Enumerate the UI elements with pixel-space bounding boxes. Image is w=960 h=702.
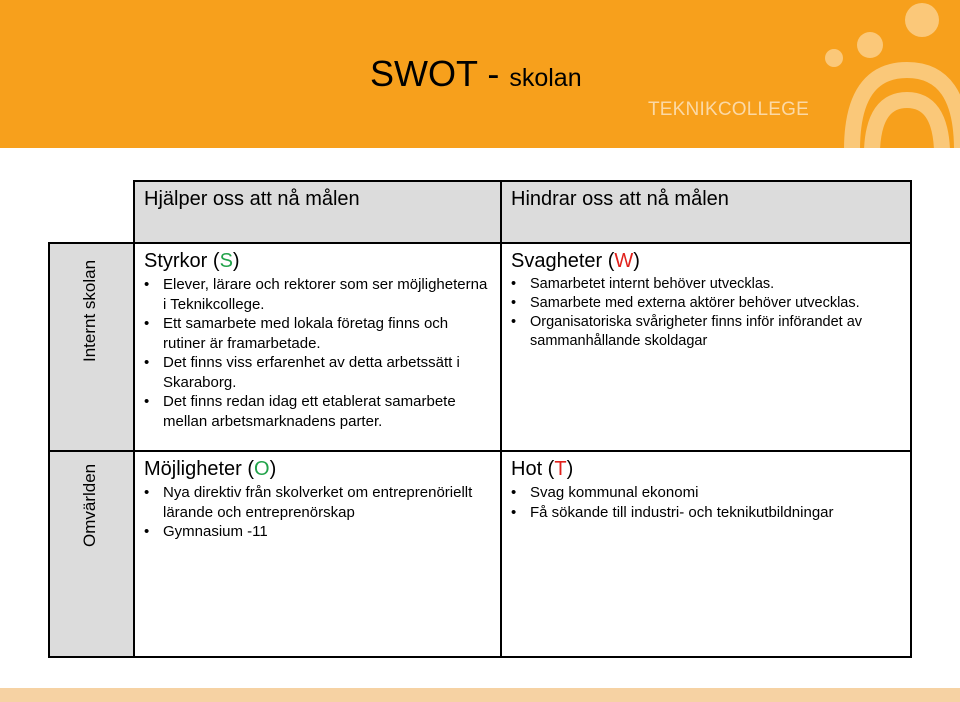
teknikcollege-logo-icon [812, 0, 960, 148]
heading-close: ) [232, 250, 240, 272]
strengths-quadrant [144, 249, 490, 431]
threats-heading [511, 457, 907, 481]
title-sub: skolan [509, 64, 582, 92]
grid-line [910, 180, 912, 658]
heading-close: ) [566, 458, 574, 480]
heading-letter: O [254, 458, 270, 480]
opportunities-list [144, 483, 498, 542]
opportunities-quadrant [144, 457, 498, 542]
list-item: • Organisatoriska svårigheter finns inför införandet av sammanhållande skoldagar [511, 313, 903, 351]
weaknesses-heading [511, 249, 903, 273]
row-header-internal: Internt skolan [80, 259, 99, 362]
list-item: • Det finns redan idag ett etablerat samarbete mellan arbetsmarknadens parter. [144, 392, 490, 431]
list-item: • Ett samarbete med lokala företag finns och rutiner är framarbetade. [144, 314, 490, 353]
threats-quadrant [511, 457, 907, 522]
list-item: • Få sökande till industri- och teknikutbildningar [511, 503, 907, 523]
grid-line [48, 242, 912, 244]
list-item: • Samarbete med externa aktörer behöver utvecklas. [511, 294, 903, 313]
heading-text: Svagheter ( [511, 250, 615, 272]
page-title [370, 54, 582, 98]
column-header-helps: Hjälper oss att nå målen [144, 188, 360, 210]
grid-line [133, 180, 135, 658]
row-header-external: Omvärlden [80, 463, 99, 547]
strengths-list [144, 275, 490, 431]
opportunities-heading [144, 457, 498, 481]
threats-list [511, 483, 907, 522]
column-header-hinders: Hindrar oss att nå målen [511, 188, 729, 210]
list-item: • Det finns viss erfarenhet av detta arbetssätt i Skaraborg. [144, 353, 490, 392]
heading-close: ) [269, 458, 277, 480]
grid-line [48, 242, 50, 658]
weaknesses-list [511, 275, 903, 351]
list-item: • Svag kommunal ekonomi [511, 483, 907, 503]
list-item: • Elever, lärare och rektorer som ser möjligheterna i Teknikcollege. [144, 275, 490, 314]
heading-text: Möjligheter ( [144, 458, 255, 480]
list-item: • Nya direktiv från skolverket om entreprenöriellt lärande och entreprenörskap [144, 483, 498, 522]
heading-text: Styrkor ( [144, 250, 220, 272]
heading-letter: T [554, 458, 567, 480]
strengths-heading [144, 249, 490, 273]
grid-line [48, 656, 912, 658]
heading-close: ) [633, 250, 640, 272]
grid-line [134, 180, 912, 182]
weaknesses-quadrant [511, 249, 903, 351]
heading-text: Hot ( [511, 458, 555, 480]
header-banner [0, 0, 960, 148]
list-item: • Gymnasium -11 [144, 522, 498, 542]
bottom-band [0, 688, 960, 702]
heading-letter: S [219, 250, 233, 272]
brand-name: TEKNIKCOLLEGE [648, 99, 809, 120]
grid-line [48, 450, 912, 452]
grid-line [500, 180, 502, 658]
title-main: SWOT - [370, 53, 510, 94]
heading-letter: W [614, 250, 634, 272]
list-item: • Samarbetet internt behöver utvecklas. [511, 275, 903, 294]
